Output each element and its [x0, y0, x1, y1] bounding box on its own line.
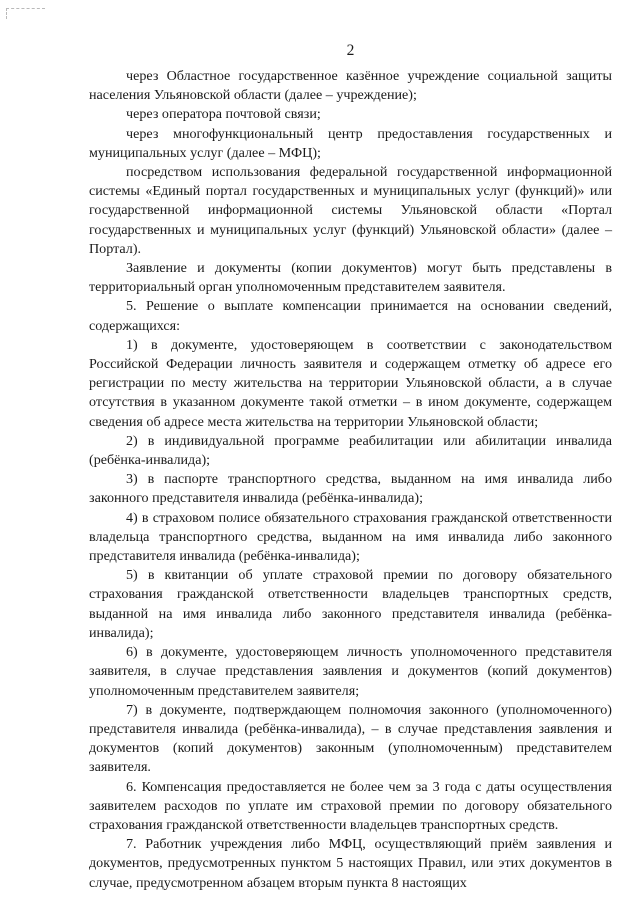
paragraph: посредством использования федеральной государственной информационной системы «Единый портал государственных и муниципальных услуг (функций)» или государственной информационной системы Ульяновской области «Портал государственных и муниципальных услуг (функций) Ульяновской области» (далее – Портал).	[89, 164, 612, 257]
paragraph: через многофункциональный центр предоставления государственных и муниципальных услуг (далее – МФЦ);	[89, 125, 612, 161]
subitem-7: 7) в документе, подтверждающем полномочия законного (уполномоченного) представителя инвалида (ребёнка-инвалида), – в случае представления заявления и документов (копий документов) законным (уполномоченным) представителем заявителя.	[89, 701, 612, 776]
paragraph-item-6: 6. Компенсация предоставляется не более чем за 3 года с даты осуществления заявителем расходов по уплате им страховой премии по договору обязательного страхования гражданской ответственности владельцев транспортных средств.	[89, 778, 612, 833]
paragraph-item-5: 5. Решение о выплате компенсации принимается на основании сведений, содержащихся:	[89, 298, 612, 334]
subitem-1: 1) в документе, удостоверяющем в соответствии с законодательством Российской Федерации личность заявителя и содержащем отметку об адресе его регистрации по месту жительства на территории Ульяновской области, а в случае отсутствия в указанном документе такой отметки – в ином документе, содержащем сведения об адресе места жительства на территории Ульяновской области;	[89, 336, 612, 430]
paragraph: через оператора почтовой связи;	[126, 106, 321, 123]
scan-edge-mark	[6, 8, 45, 19]
page-number: 2	[346, 42, 355, 59]
subitem-2: 2) в индивидуальной программе реабилитации или абилитации инвалида (ребёнка-инвалида);	[89, 432, 612, 469]
subitem-4: 4) в страховом полисе обязательного страхования гражданской ответственности владельца транспортного средства, выданном на имя инвалида либо законного представителя инвалида (ребёнка-инвалида);	[89, 509, 612, 565]
document-page	[89, 41, 612, 893]
paragraph-item-7: 7. Работник учреждения либо МФЦ, осуществляющий приём заявления и документов, предусмотренных пунктом 5 настоящих Правил, или этих документов в случае, предусмотренном абзацем вторым пункта 8 настоящих	[89, 836, 612, 891]
subitem-5: 5) в квитанции об уплате страховой премии по договору обязательного страхования гражданской ответственности владельцев транспортных средств, выданной на имя инвалида либо законного представителя инвалида (ребёнка-инвалида);	[89, 567, 612, 641]
paragraph: Заявление и документы (копии документов) могут быть представлены в территориальный орган уполномоченным представителем заявителя.	[89, 260, 612, 296]
paragraph: через Областное государственное казённое учреждение социальной защиты населения Ульяновской области (далее – учреждение);	[89, 68, 612, 104]
subitem-6: 6) в документе, удостоверяющем личность уполномоченного представителя заявителя, в случае представления заявления и документов (копий документов) уполномоченным представителем заявителя;	[89, 644, 612, 699]
subitem-3: 3) в паспорте транспортного средства, выданном на имя инвалида либо законного представителя инвалида (ребёнка-инвалида);	[89, 471, 612, 507]
